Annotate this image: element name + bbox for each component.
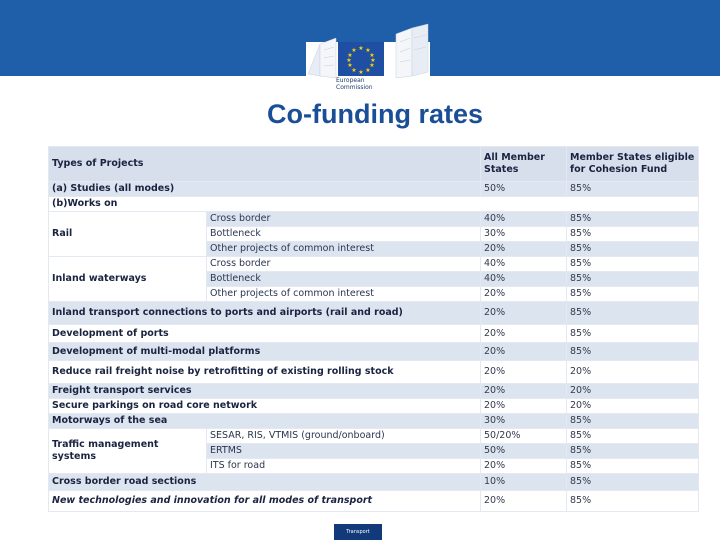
svg-text:★: ★	[369, 62, 375, 69]
header-all-member-states: All Member States	[481, 147, 567, 182]
logo-caption: European Commission	[336, 77, 373, 91]
table-row: Development of multi-modal platforms 20% 85%	[49, 343, 699, 361]
svg-text:★: ★	[358, 69, 364, 76]
svg-text:★: ★	[347, 52, 353, 59]
svg-text:★: ★	[351, 47, 357, 54]
svg-text:★: ★	[369, 52, 375, 59]
svg-text:★: ★	[365, 47, 371, 54]
header-types: Types of Projects	[49, 147, 481, 182]
table-row: Other projects of common interest 20% 85%	[49, 287, 699, 302]
header-cohesion-states: Member States eligible for Cohesion Fund	[567, 147, 699, 182]
table-row: ERTMS 50% 85%	[49, 444, 699, 459]
table-row: New technologies and innovation for all modes of transport 20% 85%	[49, 491, 699, 512]
table-row: Bottleneck 30% 85%	[49, 227, 699, 242]
table-row: Other projects of common interest 20% 85%	[49, 242, 699, 257]
footer-transport-tag: Transport	[334, 524, 382, 540]
table-row: Inland transport connections to ports and airports (rail and road) 20% 85%	[49, 302, 699, 325]
table-row: Rail Cross border 40% 85%	[49, 212, 699, 227]
table-row: Development of ports 20% 85%	[49, 325, 699, 343]
svg-text:★: ★	[346, 57, 352, 64]
svg-text:★: ★	[370, 57, 376, 64]
svg-text:★: ★	[358, 45, 364, 52]
svg-text:★: ★	[365, 67, 371, 74]
table-row: Reduce rail freight noise by retrofitting of existing rolling stock 20% 20%	[49, 361, 699, 384]
table-row: Freight transport services 20% 20%	[49, 384, 699, 399]
svg-text:★: ★	[347, 62, 353, 69]
table-row: Inland waterways Cross border 40% 85%	[49, 257, 699, 272]
table-row: ITS for road 20% 85%	[49, 459, 699, 474]
table-row: Cross border road sections 10% 85%	[49, 474, 699, 491]
table-row: (b)Works on	[49, 197, 699, 212]
svg-text:★: ★	[351, 67, 357, 74]
table-row: Traffic management systems SESAR, RIS, VTMIS (ground/onboard) 50/20% 85%	[49, 429, 699, 444]
table-header-row	[49, 147, 699, 182]
table-row: Bottleneck 40% 85%	[49, 272, 699, 287]
table-row: Motorways of the sea 30% 85%	[49, 414, 699, 429]
table-row: (a) Studies (all modes) 50% 85%	[49, 182, 699, 197]
co-funding-table	[48, 146, 699, 512]
table-row: Secure parkings on road core network 20% 20%	[49, 399, 699, 414]
page-title: Co-funding rates	[267, 99, 483, 129]
